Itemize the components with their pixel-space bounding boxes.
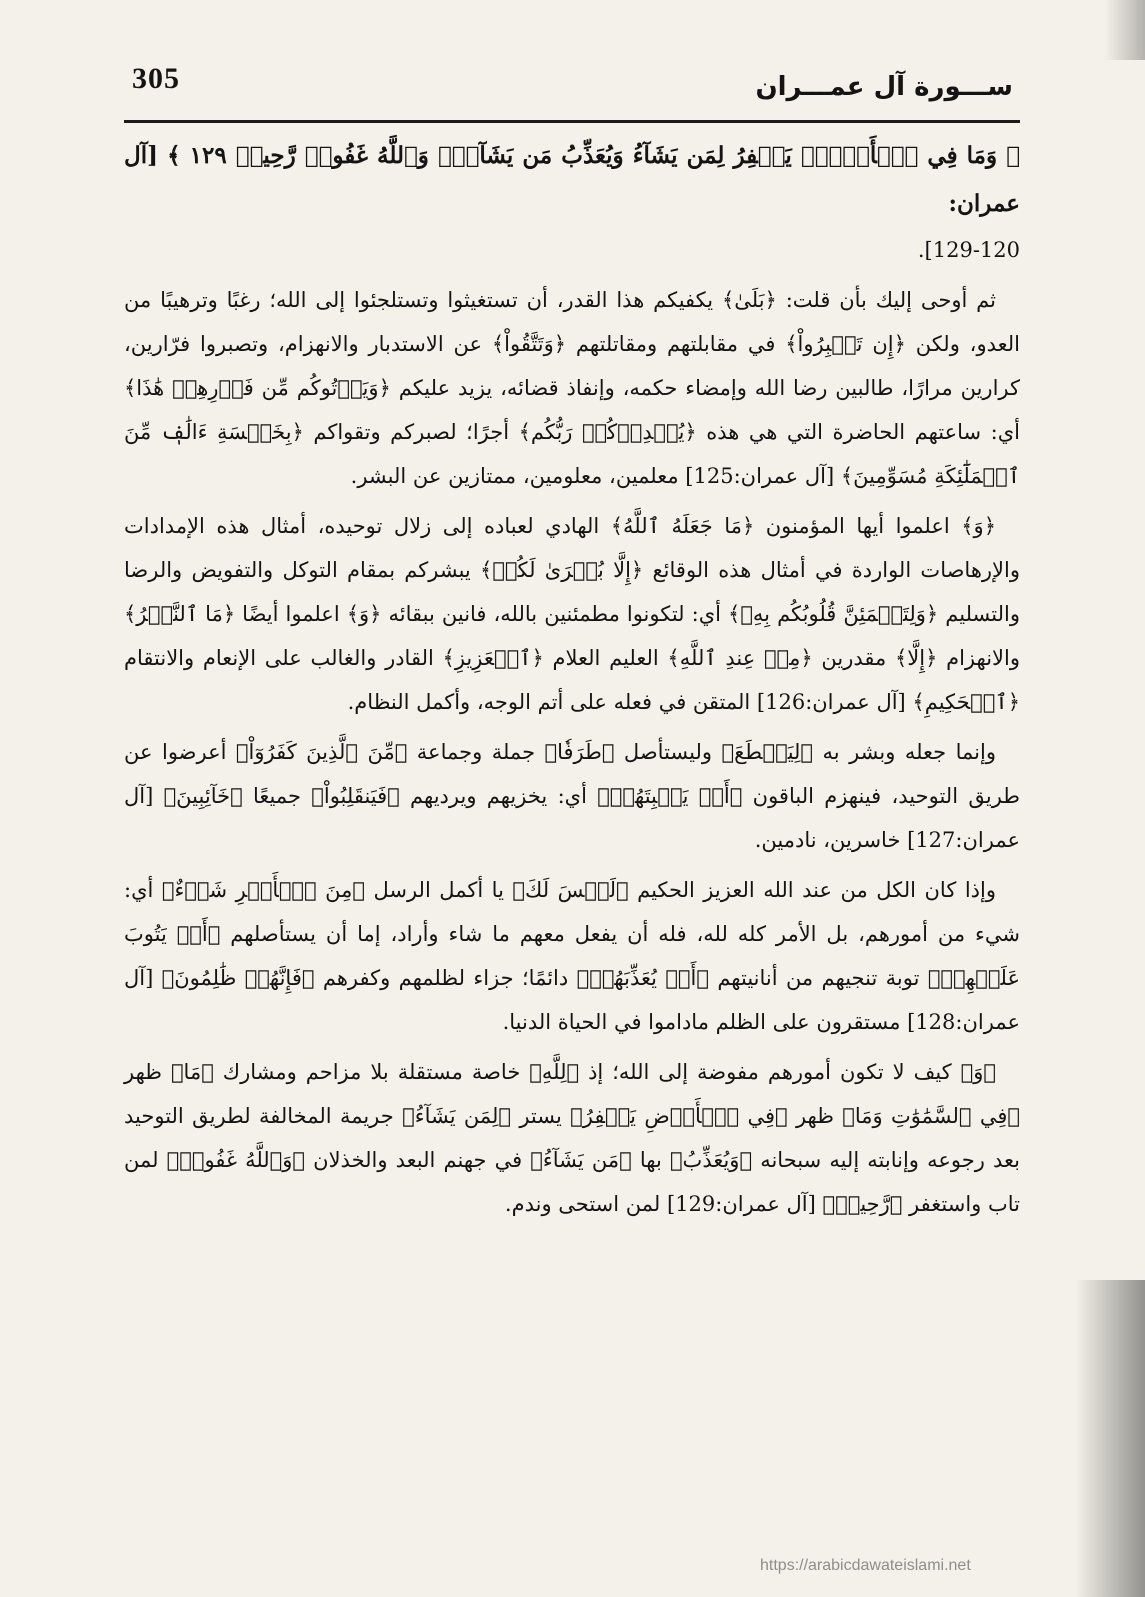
- commentary-paragraph: وإنما جعله وبشر به ﴿لِيَقۡطَعَ﴾ وليستأصل ﴿طَرَفٗا﴾ جملة وجماعة ﴿مِّنَ ٱلَّذِينَ كَفَرُوٓاْ﴾ أعرضوا عن طريق التوحيد، فينهزم الباقون ﴿أَوۡ يَكۡبِتَهُمۡ﴾ أي: يخزيهم ويرديهم ﴿فَيَنقَلِبُواْ﴾ جميعًا ﴿خَآئِبِينَ﴾ [آل عمران:127] خاسرين، نادمين.: [124, 740, 1020, 852]
- commentary-paragraph: ثم أوحى إليك بأن قلت: ﴿بَلَىٰ﴾ يكفيكم هذا القدر، أن تستغيثوا وتستلجئوا إلى الله؛ رغبًا وترهيبًا من العدو، ولكن ﴿إِن تَصۡبِرُواْ﴾ في مقابلتهم ومقاتلتهم ﴿وَتَتَّقُواْ﴾ عن الاستدبار والانهزام، وتصبروا فرّارين، كرارين مرارًا، طالبين رضا الله وإمضاء حكمه، وإنفاذ قضائه، يزيد عليكم ﴿وَيَأۡتُوكُم مِّن فَوۡرِهِمۡ هَٰذَا﴾ أي: ساعتهم الحاضرة التي هي هذه ﴿يُمۡدِدۡكُمۡ رَبُّكُم﴾ أجرًا؛ لصبركم وتقواكم ﴿بِخَمۡسَةِ ءَالَٰفٖ مِّنَ ٱلۡمَلَٰٓئِكَةِ مُسَوِّمِينَ﴾ [آل عمران:125] معلمين، معلومين، ممتازين عن البشر.: [124, 288, 1020, 488]
- binding-shadow: [1075, 1280, 1145, 1597]
- page-edge-shadow: [1105, 0, 1145, 60]
- source-watermark: https://arabicdawateislami.net: [760, 1557, 971, 1574]
- quran-verse: ﴿ وَمَا فِي ٱلۡأَرۡضِۚ يَغۡفِرُ لِمَن يَشَآءُ وَيُعَذِّبُ مَن يَشَآءُۚ وَٱللَّهُ غَفُورٞ رَّحِيمٞ ١٢٩ ﴾ [آل عمران:: [124, 142, 1020, 217]
- commentary-paragraph: وإذا كان الكل من عند الله العزيز الحكيم ﴿لَيۡسَ لَكَ﴾ يا أكمل الرسل ﴿مِنَ ٱلۡأَمۡرِ شَيۡءٌ﴾ أي: شيء من أمورهم، بل الأمر كله لله، فله أن يفعل معهم ما شاء وأراد، إما أن يستأصلهم ﴿أَوۡ يَتُوبَ عَلَيۡهِمۡ﴾ توبة تنجيهم من أنانيتهم ﴿أَوۡ يُعَذِّبَهُمۡ﴾ دائمًا؛ جزاء لظلمهم وكفرهم ﴿فَإِنَّهُمۡ ظَٰلِمُونَ﴾ [آل عمران:128] مستقرون على الظلم ماداموا في الحياة الدنيا.: [124, 878, 1020, 1034]
- surah-title: ســـورة آل عمـــران: [755, 72, 1013, 102]
- verse-reference: 129-120].: [917, 238, 1020, 262]
- header-divider: [124, 120, 1020, 123]
- page-number: 305: [132, 62, 180, 95]
- commentary-paragraph: ﴿وَ﴾ كيف لا تكون أمورهم مفوضة إلى الله؛ إذ ﴿لِلَّهِ﴾ خاصة مستقلة بلا مزاحم ومشارك ﴿مَا﴾ ظهر ﴿فِي ٱلسَّمَٰوَٰتِ وَمَا﴾ ظهر ﴿فِي ٱلۡأَرۡضِ يَغۡفِرُ﴾ يستر ﴿لِمَن يَشَآءُ﴾ جريمة المخالفة لطريق التوحيد بعد رجوعه وإنابته إليه سبحانه ﴿وَيُعَذِّبُ﴾ بها ﴿مَن يَشَآءُ﴾ في جهنم البعد والخذلان ﴿وَٱللَّهُ غَفُورٞ﴾ لمن تاب واستغفر ﴿رَّحِيمٞ﴾ [آل عمران:129] لمن استحى وندم.: [124, 1060, 1020, 1216]
- main-text: [124, 132, 1020, 1232]
- commentary-paragraph: ﴿وَ﴾ اعلموا أيها المؤمنون ﴿مَا جَعَلَهُ ٱللَّهُ﴾ الهادي لعباده إلى زلال توحيده، أمثال هذه الإمدادات والإرهاصات الواردة في أمثال هذه الوقائع ﴿إِلَّا بُشۡرَىٰ لَكُمۡ﴾ يبشركم بمقام التوكل والتفويض والرضا والتسليم ﴿وَلِتَطۡمَئِنَّ قُلُوبُكُم بِهِۦ﴾ أي: لتكونوا مطمئنين بالله، فانين ببقائه ﴿وَ﴾ اعلموا أيضًا ﴿مَا ٱلنَّصۡرُ﴾ والانهزام ﴿إِلَّا﴾ مقدرين ﴿مِنۡ عِندِ ٱللَّهِ﴾ العليم العلام ﴿ٱلۡعَزِيزِ﴾ القادر والغالب على الإنعام والانتقام ﴿ٱلۡحَكِيمِ﴾ [آل عمران:126] المتقن في فعله على أتم الوجه، وأكمل النظام.: [124, 514, 1020, 714]
